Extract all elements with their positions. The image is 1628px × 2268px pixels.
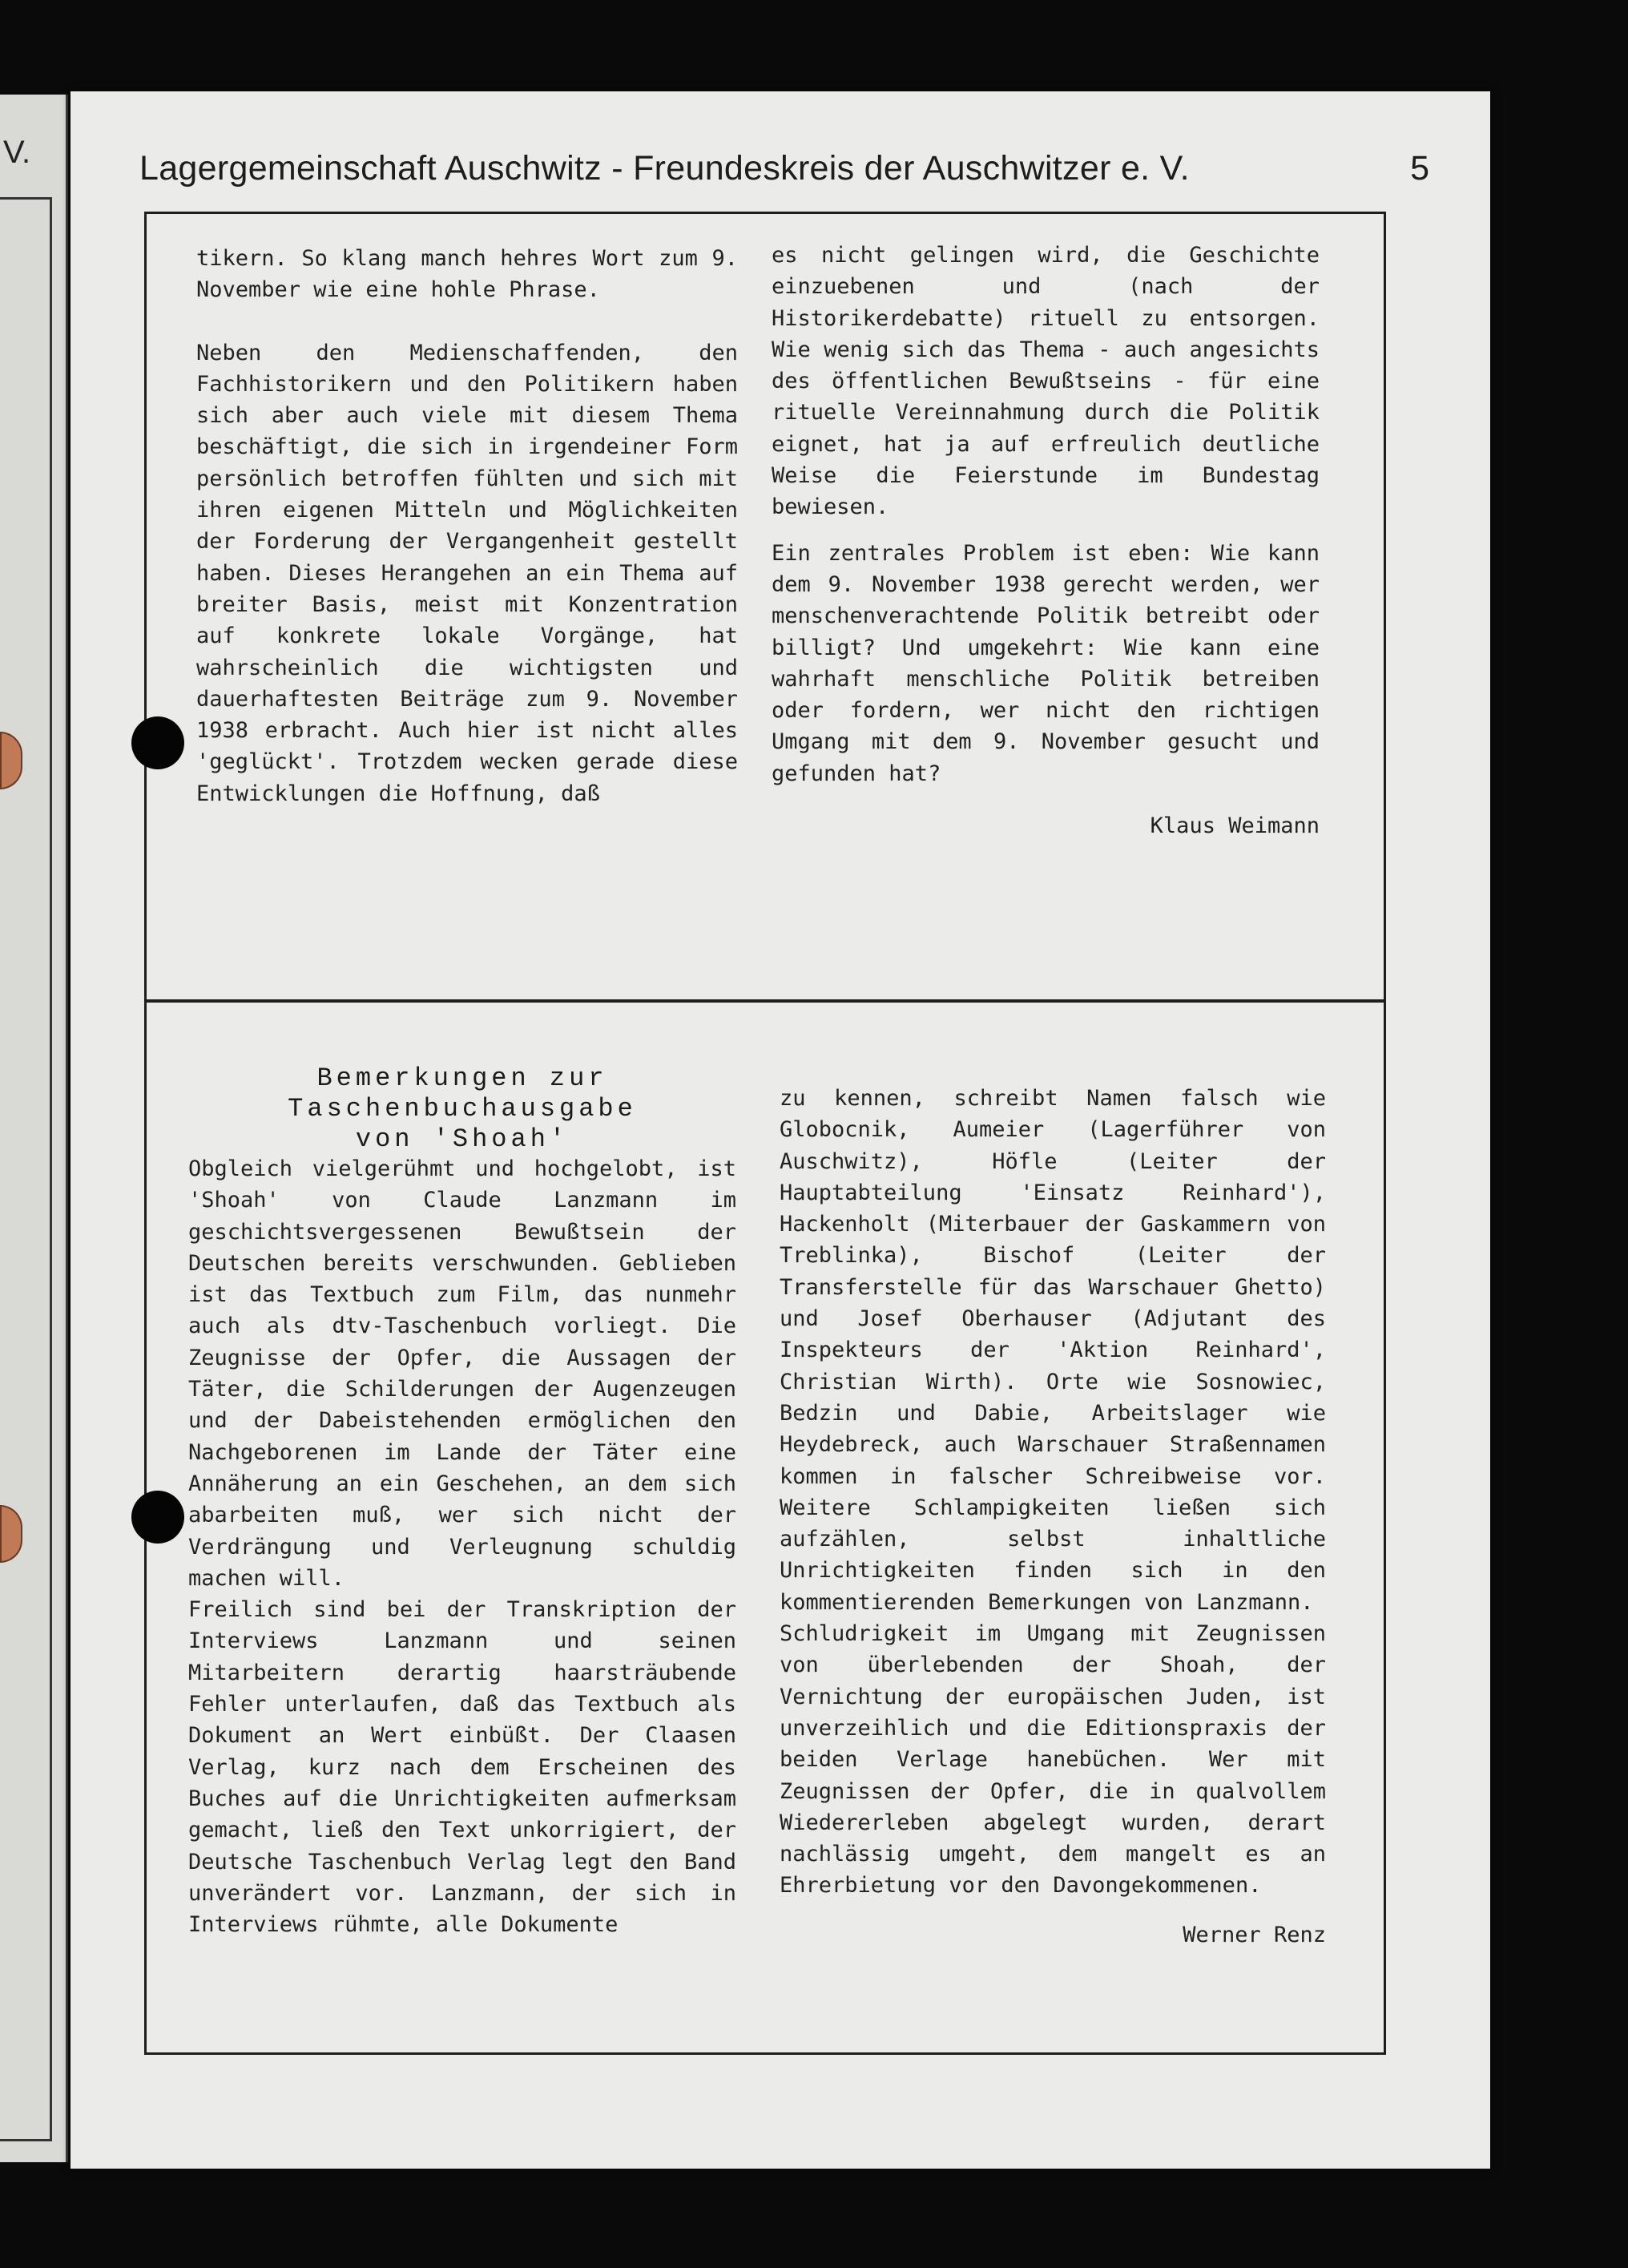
paragraph: tikern. So klang manch hehres Wort zum 9. November wie eine hohle Phrase. (196, 246, 738, 303)
author-signature: Klaus Weimann (1150, 813, 1320, 839)
previous-page-frame (0, 197, 52, 2141)
punch-hole (131, 1491, 184, 1544)
header-title: Lagergemeinschaft Auschwitz - Freundeskreis der Auschwitzer e. V. (139, 149, 1190, 188)
paragraph: Neben den Medienschaffenden, den Fachhistorikern und den Politikern haben sich aber auch viele mit diesem Thema beschäftigt, die sich in irgendeiner Form persönlich betroffen fühlten und sich mit ihren eigenen Mitteln und Möglichkeiten der Forderung der Vergangenheit gestellt haben. Dieses Herangehen an ein Thema auf breiter Basis, meist mit Konzentration auf konkrete lokale Vorgänge, hat wahrscheinlich die wichtigsten und dauerhaftesten Beiträge zum 9. November 1938 erbracht. Auch hier ist nicht alles 'geglückt'. Trotzdem wecken gerade diese Entwicklungen die Hoffnung, daß (196, 340, 738, 806)
paragraph: Ein zentrales Problem ist eben: Wie kann dem 9. November 1938 gerecht werden, wer menschenverachtende Politik betreibt oder billigt? Und umgekehrt: Wie kann eine wahrhaft menschliche Politik betreiben oder fordern, wer nicht den richtigen Umgang mit dem 9. November gesucht und gefunden hat? (772, 540, 1320, 786)
paragraph: Schludrigkeit im Umgang mit Zeugnissen von überlebenden der Shoah, der Vernichtung der europäischen Juden, ist unverzeihlich und die Editionspraxis der beiden Verlage hanebüchen. Wer mit Zeugnissen der Opfer, die in qualvollem Wiedererleben abgelegt wurden, derart nachlässig umgeht, dem mangelt es an Ehrerbietung vor den Davongekommenen. (780, 1621, 1326, 1899)
paragraph: Obgleich vielgerühmt und hochgelobt, ist 'Shoah' von Claude Lanzmann im geschichtsvergessenen Bewußtsein der Deutschen bereits verschwunden. Geblieben ist das Textbuch zum Film, das nunmehr auch als dtv-Taschenbuch vorliegt. Die Zeugnisse der Opfer, die Aussagen der Täter, die Schilderungen der Augenzeugen und der Dabeistehenden ermöglichen den Nachgeborenen im Lande der Täter eine Annäherung an ein Geschehen, an dem sich abarbeiten muß, wer sich nicht der Verdrängung und Verleugnung schuldig machen will. (188, 1156, 736, 1591)
newsletter-page (71, 91, 1490, 2169)
article-title (188, 1063, 736, 1155)
page-header (139, 149, 1429, 197)
section-divider (147, 999, 1384, 1003)
title-line: Bemerkungen zur (316, 1063, 608, 1093)
content-frame (144, 212, 1386, 2055)
punch-hole (131, 716, 184, 769)
author-signature: Werner Renz (1183, 1922, 1326, 1947)
article1-column-left (196, 243, 738, 809)
article2-column-left (188, 1153, 736, 1940)
article2-column-right (780, 1083, 1326, 1951)
title-line: Taschenbuchausgabe (288, 1094, 637, 1124)
page-number: 5 (1410, 149, 1429, 188)
article1-column-right (772, 240, 1320, 841)
paragraph: es nicht gelingen wird, die Geschichte einzuebenen und (nach der Historikerdebatte) rituell zu entsorgen. Wie wenig sich das Thema - auch angesichts des öffentlichen Bewußtseins - für eine rituelle Vereinnahmung durch die Politik eignet, hat ja auf erfreulich deutliche Weise die Feierstunde im Bundestag bewiesen. (772, 243, 1320, 520)
previous-page-text: V. (3, 135, 31, 170)
paragraph: zu kennen, schreibt Namen falsch wie Globocnik, Aumeier (Lagerführer von Auschwitz), Höfle (Leiter der Hauptabteilung 'Einsatz Reinhard'), Hackenholt (Miterbauer der Gaskammern von Treblinka), Bischof (Leiter der Transferstelle für das Warschauer Ghetto) und Josef Oberhauser (Adjutant des Inspekteurs der 'Aktion Reinhard', Christian Wirth). Orte wie Sosnowiec, Bedzin und Dabie, Arbeitslager wie Heydebreck, auch Warschauer Straßennamen kommen in falscher Schreibweise vor. Weitere Schlampigkeiten ließen sich aufzählen, selbst inhaltliche Unrichtigkeiten finden sich in den kommentierenden Bemerkungen von Lanzmann. (780, 1086, 1326, 1615)
title-line: von 'Shoah' (355, 1124, 570, 1154)
previous-page-edge (0, 95, 68, 2162)
paragraph: Freilich sind bei der Transkription der Interviews Lanzmann und seinen Mitarbeitern derartig haarsträubende Fehler unterlaufen, daß das Textbuch als Dokument an Wert einbüßt. Der Claasen Verlag, kurz nach dem Erscheinen des Buches auf die Unrichtigkeiten aufmerksam gemacht, ließ den Text unkorrigiert, der Deutsche Taschenbuch Verlag legt den Band unverändert vor. Lanzmann, der sich in Interviews rühmte, alle Dokumente (188, 1597, 736, 1938)
